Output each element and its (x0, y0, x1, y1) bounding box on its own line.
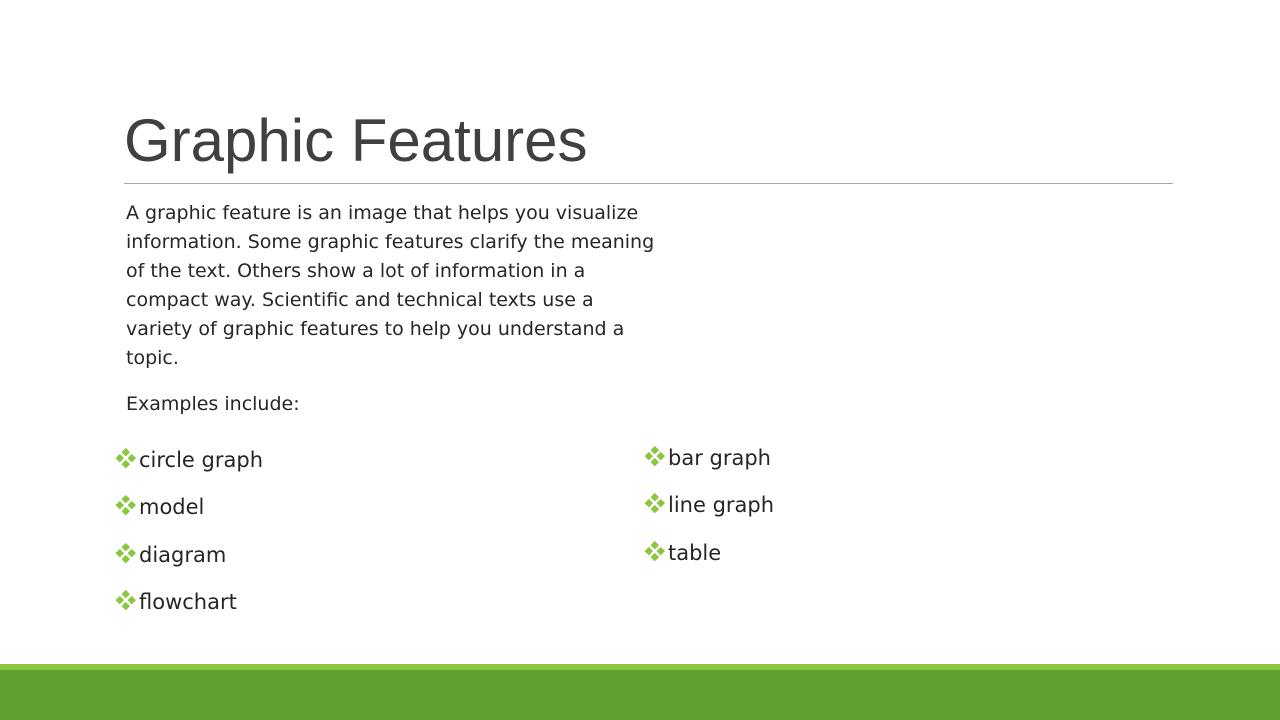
list-item-label: line graph (668, 493, 775, 518)
list-item (116, 482, 263, 530)
list-item-label: table (668, 540, 722, 565)
slide-title: Graphic Features (124, 107, 588, 174)
diamond-bullet-icon (645, 494, 665, 512)
footer-band (0, 670, 1280, 720)
diamond-bullet-icon (645, 542, 665, 560)
diamond-bullet-icon (116, 544, 136, 562)
list-item-label: diagram (139, 542, 227, 567)
list-item (116, 529, 263, 577)
examples-list-right (645, 432, 774, 575)
body-paragraph: A graphic feature is an image that helps you visualize information. Some graphic features clarify the meaning of the text. Others show a lot of information in a compact way. Scientific and technical texts use a variety of graphic features to help you understand a topic. (126, 202, 655, 369)
list-item-label: bar graph (668, 445, 771, 470)
list-item (645, 432, 774, 480)
list-item-label: circle graph (139, 447, 264, 472)
diamond-bullet-icon (116, 496, 136, 514)
list-item (116, 434, 263, 482)
diamond-bullet-icon (116, 591, 136, 609)
diamond-bullet-icon (645, 447, 665, 465)
list-item (645, 527, 774, 575)
list-item-label: model (139, 495, 205, 520)
examples-label: Examples include: (126, 393, 300, 415)
list-item-label: flowchart (139, 590, 237, 615)
examples-list-left (116, 434, 263, 624)
list-item (116, 577, 263, 625)
diamond-bullet-icon (116, 449, 136, 467)
title-divider (124, 183, 1173, 184)
list-item (645, 480, 774, 528)
